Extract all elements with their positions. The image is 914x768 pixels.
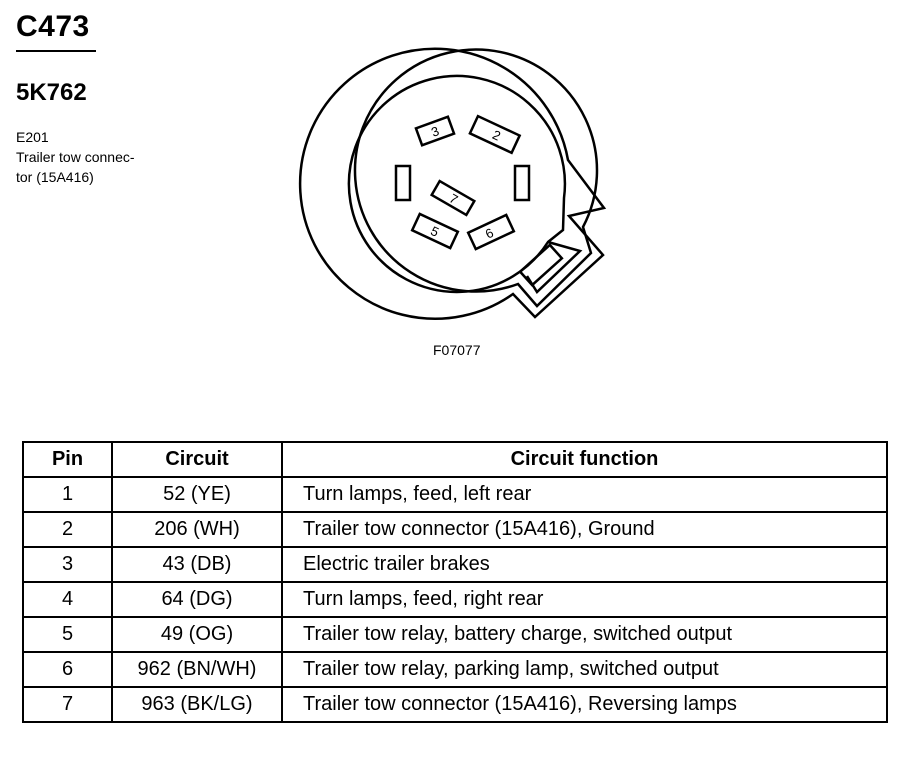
part-number: 5K762	[16, 79, 87, 106]
header-circuit: Circuit	[112, 442, 282, 477]
table-row	[23, 582, 887, 617]
header-pin: Pin	[23, 442, 112, 477]
pin-cell: 3	[23, 547, 112, 582]
table-row	[23, 477, 887, 512]
pin-cell: 1	[23, 477, 112, 512]
pin-cell: 4	[23, 582, 112, 617]
description-line: Trailer tow connec-	[16, 149, 135, 165]
table-row	[23, 652, 887, 687]
circuit-cell: 64 (DG)	[112, 582, 282, 617]
pin-cell: 2	[23, 512, 112, 547]
figure-label: F07077	[433, 342, 481, 358]
pin-table	[22, 441, 888, 723]
pin-label: 6	[482, 224, 496, 242]
function-cell: Trailer tow relay, battery charge, switched output	[282, 617, 887, 652]
function-cell: Turn lamps, feed, left rear	[282, 477, 887, 512]
table-row	[23, 547, 887, 582]
function-cell: Trailer tow connector (15A416), Reversing lamps	[282, 687, 887, 722]
pin-label: 7	[446, 190, 461, 208]
table-row	[23, 512, 887, 547]
pin-terminal-1	[396, 166, 410, 200]
function-cell: Electric trailer brakes	[282, 547, 887, 582]
description-line: E201	[16, 129, 49, 145]
description-line: tor (15A416)	[16, 169, 94, 185]
table-row	[23, 617, 887, 652]
pin-cell: 7	[23, 687, 112, 722]
pin-terminal-4	[515, 166, 529, 200]
header-circuit-function: Circuit function	[282, 442, 887, 477]
pin-label: 3	[429, 123, 442, 140]
connector-id: C473	[16, 10, 90, 43]
pin-label: 5	[428, 223, 442, 240]
connector-middle-ring	[355, 50, 597, 306]
table-row	[23, 687, 887, 722]
circuit-cell: 43 (DB)	[112, 547, 282, 582]
pin-label: 2	[490, 126, 504, 144]
circuit-cell: 52 (YE)	[112, 477, 282, 512]
connector-outer-shell	[300, 49, 604, 319]
function-cell: Turn lamps, feed, right rear	[282, 582, 887, 617]
function-cell: Trailer tow relay, parking lamp, switched output	[282, 652, 887, 687]
function-cell: Trailer tow connector (15A416), Ground	[282, 512, 887, 547]
circuit-cell: 962 (BN/WH)	[112, 652, 282, 687]
pin-cell: 5	[23, 617, 112, 652]
circuit-cell: 206 (WH)	[112, 512, 282, 547]
table-header-row	[23, 442, 887, 477]
pin-cell: 6	[23, 652, 112, 687]
circuit-cell: 49 (OG)	[112, 617, 282, 652]
circuit-cell: 963 (BK/LG)	[112, 687, 282, 722]
